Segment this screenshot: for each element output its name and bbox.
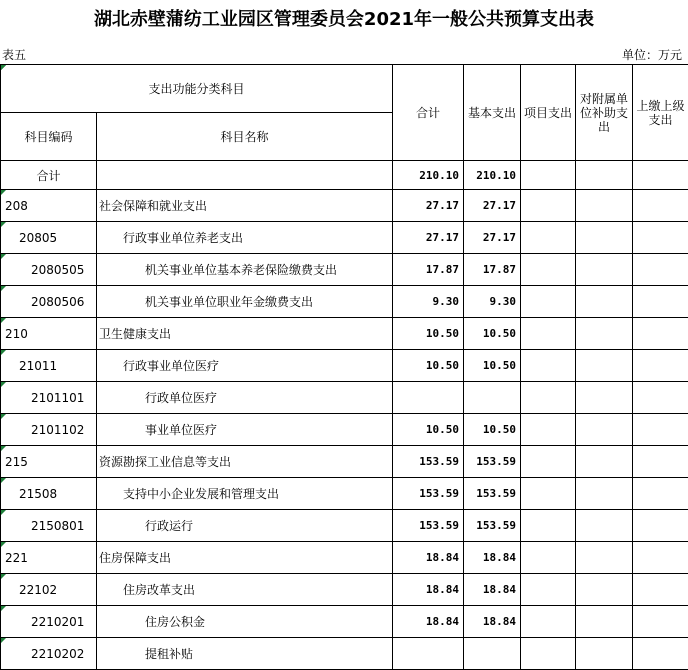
basic-cell <box>464 318 521 350</box>
code-cell-text: 215 <box>5 455 28 469</box>
total-cell-text: 10.50 <box>426 327 459 340</box>
header-subsidy: 对附属单位补助支出 <box>576 65 633 161</box>
basic-cell <box>464 574 521 606</box>
table-row <box>1 542 688 574</box>
total-cell <box>393 638 464 670</box>
subsidy-cell <box>576 286 633 318</box>
project-cell <box>521 510 576 542</box>
cell-marker-icon <box>1 446 6 451</box>
name-cell-text: 机关事业单位基本养老保险缴费支出 <box>145 263 337 277</box>
project-cell <box>521 414 576 446</box>
basic-cell <box>464 638 521 670</box>
name-cell <box>97 222 393 254</box>
total-cell-text: 17.87 <box>426 263 459 276</box>
subsidy-cell <box>576 222 633 254</box>
cell-marker-icon <box>1 286 6 291</box>
upper-cell <box>633 510 688 542</box>
project-cell <box>521 478 576 510</box>
upper-cell <box>633 446 688 478</box>
project-cell <box>521 190 576 222</box>
upper-cell <box>633 350 688 382</box>
total-cell-text: 18.84 <box>426 551 459 564</box>
table-row <box>1 190 688 222</box>
basic-cell-text: 153.59 <box>476 455 516 468</box>
basic-cell-text: 153.59 <box>476 519 516 532</box>
project-cell <box>521 446 576 478</box>
upper-cell <box>633 222 688 254</box>
table-row <box>1 478 688 510</box>
upper-cell <box>633 254 688 286</box>
name-cell <box>97 606 393 638</box>
code-cell-text: 2210201 <box>31 615 84 629</box>
name-cell-text: 行政运行 <box>145 519 193 533</box>
table-number: 表五 <box>2 46 26 64</box>
basic-cell <box>464 190 521 222</box>
code-cell <box>1 638 97 670</box>
basic-cell-text: 27.17 <box>483 231 516 244</box>
cell-marker-icon <box>1 606 6 611</box>
table-body <box>1 161 688 670</box>
header-subject-group: 支出功能分类科目 <box>1 65 393 113</box>
total-row <box>1 161 688 190</box>
name-cell-text: 卫生健康支出 <box>99 327 171 341</box>
code-cell <box>1 510 97 542</box>
budget-table <box>0 64 688 670</box>
project-cell <box>521 606 576 638</box>
code-cell-text: 20805 <box>19 231 57 245</box>
header-basic: 基本支出 <box>464 65 521 161</box>
table-row <box>1 446 688 478</box>
total-label: 合计 <box>1 161 97 190</box>
basic-cell-text: 17.87 <box>483 263 516 276</box>
code-cell-text: 208 <box>5 199 28 213</box>
code-cell <box>1 350 97 382</box>
basic-cell <box>464 382 521 414</box>
table-row <box>1 318 688 350</box>
subsidy-cell <box>576 574 633 606</box>
name-cell-text: 提租补贴 <box>145 647 193 661</box>
cell-marker-icon <box>1 638 6 643</box>
name-cell <box>97 638 393 670</box>
header-project: 项目支出 <box>521 65 576 161</box>
project-cell <box>521 318 576 350</box>
name-cell-text: 机关事业单位职业年金缴费支出 <box>145 295 313 309</box>
cell-marker-icon <box>1 542 6 547</box>
cell-marker-icon <box>1 350 6 355</box>
cell-marker-icon <box>1 222 6 227</box>
upper-cell <box>633 606 688 638</box>
upper-cell <box>633 638 688 670</box>
table-title: 湖北赤壁蒲纺工业园区管理委员会2021年一般公共预算支出表 <box>0 0 688 40</box>
total-cell <box>393 478 464 510</box>
name-cell-text: 住房保障支出 <box>99 551 171 565</box>
project-cell <box>521 574 576 606</box>
name-cell <box>97 446 393 478</box>
subsidy-cell <box>576 542 633 574</box>
total-cell-text: 153.59 <box>419 487 459 500</box>
name-cell <box>97 286 393 318</box>
name-cell-text: 住房改革支出 <box>123 583 195 597</box>
total-cell <box>393 350 464 382</box>
total-cell-text: 153.59 <box>419 455 459 468</box>
table-row <box>1 574 688 606</box>
total-cell <box>393 414 464 446</box>
cell-marker-icon <box>1 254 6 259</box>
table-row <box>1 510 688 542</box>
project-cell <box>521 254 576 286</box>
code-cell <box>1 542 97 574</box>
cell-marker-icon <box>1 478 6 483</box>
name-cell-text: 支持中小企业发展和管理支出 <box>123 487 279 501</box>
cell-marker-icon <box>1 190 6 195</box>
unit-label: 单位：万元 <box>622 46 682 64</box>
name-cell-text: 行政单位医疗 <box>145 391 217 405</box>
name-cell <box>97 414 393 446</box>
total-cell <box>393 254 464 286</box>
code-cell <box>1 414 97 446</box>
basic-cell-text: 18.84 <box>483 615 516 628</box>
basic-cell <box>464 222 521 254</box>
code-cell-text: 2101102 <box>31 423 84 437</box>
code-cell <box>1 478 97 510</box>
cell-marker-icon <box>1 510 6 515</box>
code-cell <box>1 222 97 254</box>
project-cell <box>521 382 576 414</box>
subsidy-cell <box>576 254 633 286</box>
project-cell <box>521 638 576 670</box>
upper-cell <box>633 478 688 510</box>
name-cell <box>97 350 393 382</box>
total-cell <box>393 606 464 638</box>
basic-cell-text: 153.59 <box>476 487 516 500</box>
code-cell-text: 21011 <box>19 359 57 373</box>
code-cell <box>1 382 97 414</box>
total-cell-text: 10.50 <box>426 423 459 436</box>
upper-cell <box>633 542 688 574</box>
total-cell-text: 27.17 <box>426 199 459 212</box>
code-cell <box>1 254 97 286</box>
project-cell <box>521 350 576 382</box>
code-cell-text: 2080506 <box>31 295 84 309</box>
table-row <box>1 286 688 318</box>
header-upper: 上缴上级支出 <box>633 65 688 161</box>
name-cell-text: 事业单位医疗 <box>145 423 217 437</box>
total-cell-text: 10.50 <box>426 359 459 372</box>
table-row <box>1 222 688 254</box>
basic-cell <box>464 446 521 478</box>
total-cell-text: 153.59 <box>419 519 459 532</box>
upper-cell <box>633 574 688 606</box>
table-row <box>1 414 688 446</box>
code-cell-text: 22102 <box>19 583 57 597</box>
subsidy-cell <box>576 446 633 478</box>
total-cell-text: 9.30 <box>433 295 460 308</box>
total-cell <box>393 542 464 574</box>
subsidy-cell <box>576 638 633 670</box>
basic-cell-text: 9.30 <box>490 295 517 308</box>
total-cell <box>393 446 464 478</box>
total-cell-text: 18.84 <box>426 583 459 596</box>
name-cell <box>97 510 393 542</box>
subsidy-cell <box>576 382 633 414</box>
name-cell-text: 资源勘探工业信息等支出 <box>99 455 231 469</box>
name-cell <box>97 382 393 414</box>
total-name-cell <box>97 161 393 190</box>
name-cell <box>97 318 393 350</box>
code-cell-text: 2080505 <box>31 263 84 277</box>
header-name: 科目名称 <box>97 113 393 161</box>
total-cell <box>393 286 464 318</box>
code-cell <box>1 446 97 478</box>
name-cell-text: 行政事业单位养老支出 <box>123 231 243 245</box>
code-cell-text: 2210202 <box>31 647 84 661</box>
subsidy-cell <box>576 478 633 510</box>
name-cell-text: 住房公积金 <box>145 615 205 629</box>
upper-cell <box>633 190 688 222</box>
subsidy-cell <box>576 606 633 638</box>
basic-cell <box>464 286 521 318</box>
total-amount: 210.10 <box>393 161 464 190</box>
upper-cell <box>633 286 688 318</box>
total-cell <box>393 382 464 414</box>
basic-cell-text: 18.84 <box>483 551 516 564</box>
subsidy-cell <box>576 414 633 446</box>
code-cell <box>1 286 97 318</box>
table-row <box>1 638 688 670</box>
project-cell <box>521 222 576 254</box>
basic-cell <box>464 542 521 574</box>
table-row <box>1 606 688 638</box>
code-cell-text: 221 <box>5 551 28 565</box>
name-cell-text: 行政事业单位医疗 <box>123 359 219 373</box>
upper-cell <box>633 382 688 414</box>
total-cell <box>393 222 464 254</box>
basic-cell <box>464 350 521 382</box>
name-cell <box>97 254 393 286</box>
total-cell-text: 18.84 <box>426 615 459 628</box>
name-cell <box>97 574 393 606</box>
header-code: 科目编码 <box>1 113 97 161</box>
basic-cell <box>464 606 521 638</box>
basic-cell <box>464 478 521 510</box>
code-cell-text: 2150801 <box>31 519 84 533</box>
code-cell <box>1 318 97 350</box>
total-cell-text: 27.17 <box>426 231 459 244</box>
table-row <box>1 382 688 414</box>
total-cell <box>393 574 464 606</box>
project-cell <box>521 286 576 318</box>
total-cell <box>393 318 464 350</box>
total-subsidy <box>576 161 633 190</box>
table-row <box>1 350 688 382</box>
code-cell <box>1 606 97 638</box>
basic-cell-text: 10.50 <box>483 327 516 340</box>
table-row <box>1 254 688 286</box>
code-cell-text: 2101101 <box>31 391 84 405</box>
total-project <box>521 161 576 190</box>
basic-cell <box>464 510 521 542</box>
code-cell <box>1 574 97 606</box>
subsidy-cell <box>576 510 633 542</box>
basic-cell-text: 27.17 <box>483 199 516 212</box>
basic-cell-text: 10.50 <box>483 423 516 436</box>
cell-marker-icon <box>1 414 6 419</box>
name-cell <box>97 478 393 510</box>
total-basic: 210.10 <box>464 161 521 190</box>
project-cell <box>521 542 576 574</box>
code-cell-text: 21508 <box>19 487 57 501</box>
total-cell <box>393 510 464 542</box>
code-cell-text: 210 <box>5 327 28 341</box>
total-upper <box>633 161 688 190</box>
basic-cell <box>464 254 521 286</box>
subsidy-cell <box>576 190 633 222</box>
basic-cell <box>464 414 521 446</box>
name-cell <box>97 190 393 222</box>
name-cell-text: 社会保障和就业支出 <box>99 199 207 213</box>
cell-marker-icon <box>1 382 6 387</box>
subsidy-cell <box>576 318 633 350</box>
cell-marker-icon <box>1 574 6 579</box>
name-cell <box>97 542 393 574</box>
upper-cell <box>633 318 688 350</box>
code-cell <box>1 190 97 222</box>
basic-cell-text: 18.84 <box>483 583 516 596</box>
upper-cell <box>633 414 688 446</box>
total-cell <box>393 190 464 222</box>
cell-marker-icon <box>1 318 6 323</box>
subsidy-cell <box>576 350 633 382</box>
basic-cell-text: 10.50 <box>483 359 516 372</box>
header-total: 合计 <box>393 65 464 161</box>
